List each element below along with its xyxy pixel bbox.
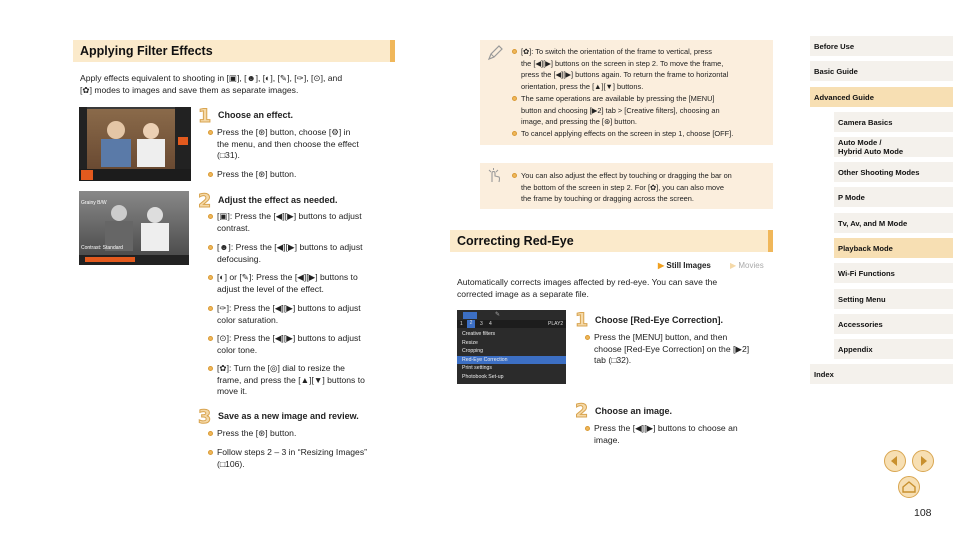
prev-page-button[interactable]	[884, 450, 906, 472]
menu-list-item: Photobook Set-up	[462, 373, 504, 380]
nav-item-basic-guide[interactable]: Basic Guide	[810, 61, 953, 81]
menu-list-item: Resize	[462, 339, 478, 346]
step1-bullet2: Press the [⊛] button.	[208, 169, 296, 181]
nav-item-setting-menu[interactable]: Setting Menu	[834, 289, 953, 309]
menu-list-item: Cropping	[462, 348, 484, 354]
nav-item-playback-mode[interactable]: Playback Mode	[834, 238, 953, 258]
note1-bullet2: The same operations are available by pressing the [MENU] button and choosing [▶2] tab > [Creative filters], choosing an image, and pressing the [⊛] button.	[512, 93, 720, 128]
section-header-redeye: Correcting Red-Eye	[450, 230, 773, 252]
nav-item-accessories[interactable]: Accessories	[834, 314, 953, 334]
nav-item-index[interactable]: Index	[810, 364, 953, 384]
nav-item-p-mode[interactable]: P Mode	[834, 187, 953, 207]
arrow-left-icon	[885, 451, 905, 471]
nav-item-wifi-functions[interactable]: Wi-Fi Functions	[834, 263, 953, 283]
note-box-1	[480, 40, 773, 145]
nav-item-auto-mode[interactable]: Auto Mode / Hybrid Auto Mode	[834, 137, 953, 157]
menu-list-item: Red-Eye Correction	[457, 356, 566, 364]
pencil-icon	[487, 45, 503, 61]
step2-bullet1: [▣]: Press the [◀][▶] buttons to adjust contrast.	[208, 211, 362, 234]
note1-bullet1: [✿]: To switch the orientation of the frame to vertical, press the [◀][▶] buttons on the screen in step 2. To move the frame, press the [◀][▶] buttons again. To return the frame to horizontal orientation, press the [▲][▼] buttons.	[512, 46, 728, 92]
note-box-2	[480, 163, 773, 209]
step1-bullet1: Press the [⊛] button, choose [⚙] in the menu, and then choose the effect (□31).	[208, 127, 359, 162]
nav-item-camera-basics[interactable]: Camera Basics	[834, 112, 953, 132]
nav-item-tv-av-m-mode[interactable]: Tv, Av, and M Mode	[834, 213, 953, 233]
redeye-step2-bullet1: Press the [◀][▶] buttons to choose an image.	[585, 423, 738, 446]
page-number: 108	[914, 507, 932, 519]
filter-intro: Apply effects equivalent to shooting in [▣], [☻], [◐], [✎], [✑], [⊙], and [✿] modes to images and save them as separate images.	[80, 73, 343, 95]
home-button[interactable]	[898, 476, 920, 498]
section-header-filter: Applying Filter Effects	[73, 40, 395, 62]
redeye-intro: Automatically corrects images affected by red-eye. You can save the corrected image as a separate file.	[457, 277, 718, 299]
step3-title: Save as a new image and review.	[218, 411, 359, 421]
nav-item-other-shooting-modes[interactable]: Other Shooting Modes	[834, 162, 953, 182]
still-images-label: ▶ Still Images	[658, 261, 711, 270]
menu-list-item: Print settings	[462, 365, 492, 371]
step3-bullet1: Press the [⊛] button.	[208, 428, 296, 440]
menu-list-item: Creative filters	[462, 331, 496, 337]
touch-hand-icon	[486, 167, 502, 183]
step2-bullet4: [✑]: Press the [◀][▶] buttons to adjust color saturation.	[208, 303, 361, 326]
step2-bullet2: [☻]: Press the [◀][▶] buttons to adjust defocusing.	[208, 242, 363, 265]
arrow-right-icon	[913, 451, 933, 471]
next-page-button[interactable]	[912, 450, 934, 472]
nav-item-advanced-guide[interactable]: Advanced Guide	[810, 87, 953, 107]
movies-label: ▶ Movies	[730, 261, 764, 270]
nav-item-appendix[interactable]: Appendix	[834, 339, 953, 359]
note2-bullet1: You can also adjust the effect by touching or dragging the bar on the bottom of the screen in step 2. For [✿], you can also move the frame by touching or dragging across the screen.	[512, 170, 732, 205]
redeye-step2-title: Choose an image.	[595, 406, 673, 416]
redeye-step1-bullet1: Press the [MENU] button, and then choose [Red-Eye Correction] on the [▶2] tab (□32).	[585, 332, 749, 367]
home-icon	[899, 477, 919, 497]
redeye-step1-title: Choose [Red-Eye Correction].	[595, 315, 724, 325]
step3-bullet2: Follow steps 2 – 3 in “Resizing Images” (□106).	[208, 447, 367, 470]
step2-bullet6: [✿]: Turn the [◎] dial to resize the frame, and press the [▲][▼] buttons to move it.	[208, 363, 365, 398]
step1-title: Choose an effect.	[218, 110, 294, 120]
wrench-icon: ✎	[495, 312, 501, 318]
step2-bullet5: [⊙]: Press the [◀][▶] buttons to adjust color tone.	[208, 333, 361, 356]
play-menu-screenshot: ✎ 1 2 3 4 PLAY2 Creative filters Resize Cropping Red-Eye Correction Print settings Photobook Set-up	[457, 310, 566, 384]
filter-selection-screenshot	[79, 107, 191, 181]
arrow-right-icon: ▶	[658, 261, 665, 270]
filter-adjust-screenshot: Grainy B/W Contrast: Standard	[79, 191, 189, 265]
arrow-right-icon: ▶	[730, 261, 737, 270]
nav-item-before-use[interactable]: Before Use	[810, 36, 953, 56]
note1-bullet3: To cancel applying effects on the screen in step 1, choose [OFF].	[512, 128, 733, 140]
step2-title: Adjust the effect as needed.	[218, 195, 338, 205]
step2-bullet3: [◐] or [✎]: Press the [◀][▶] buttons to adjust the level of the effect.	[208, 272, 358, 295]
